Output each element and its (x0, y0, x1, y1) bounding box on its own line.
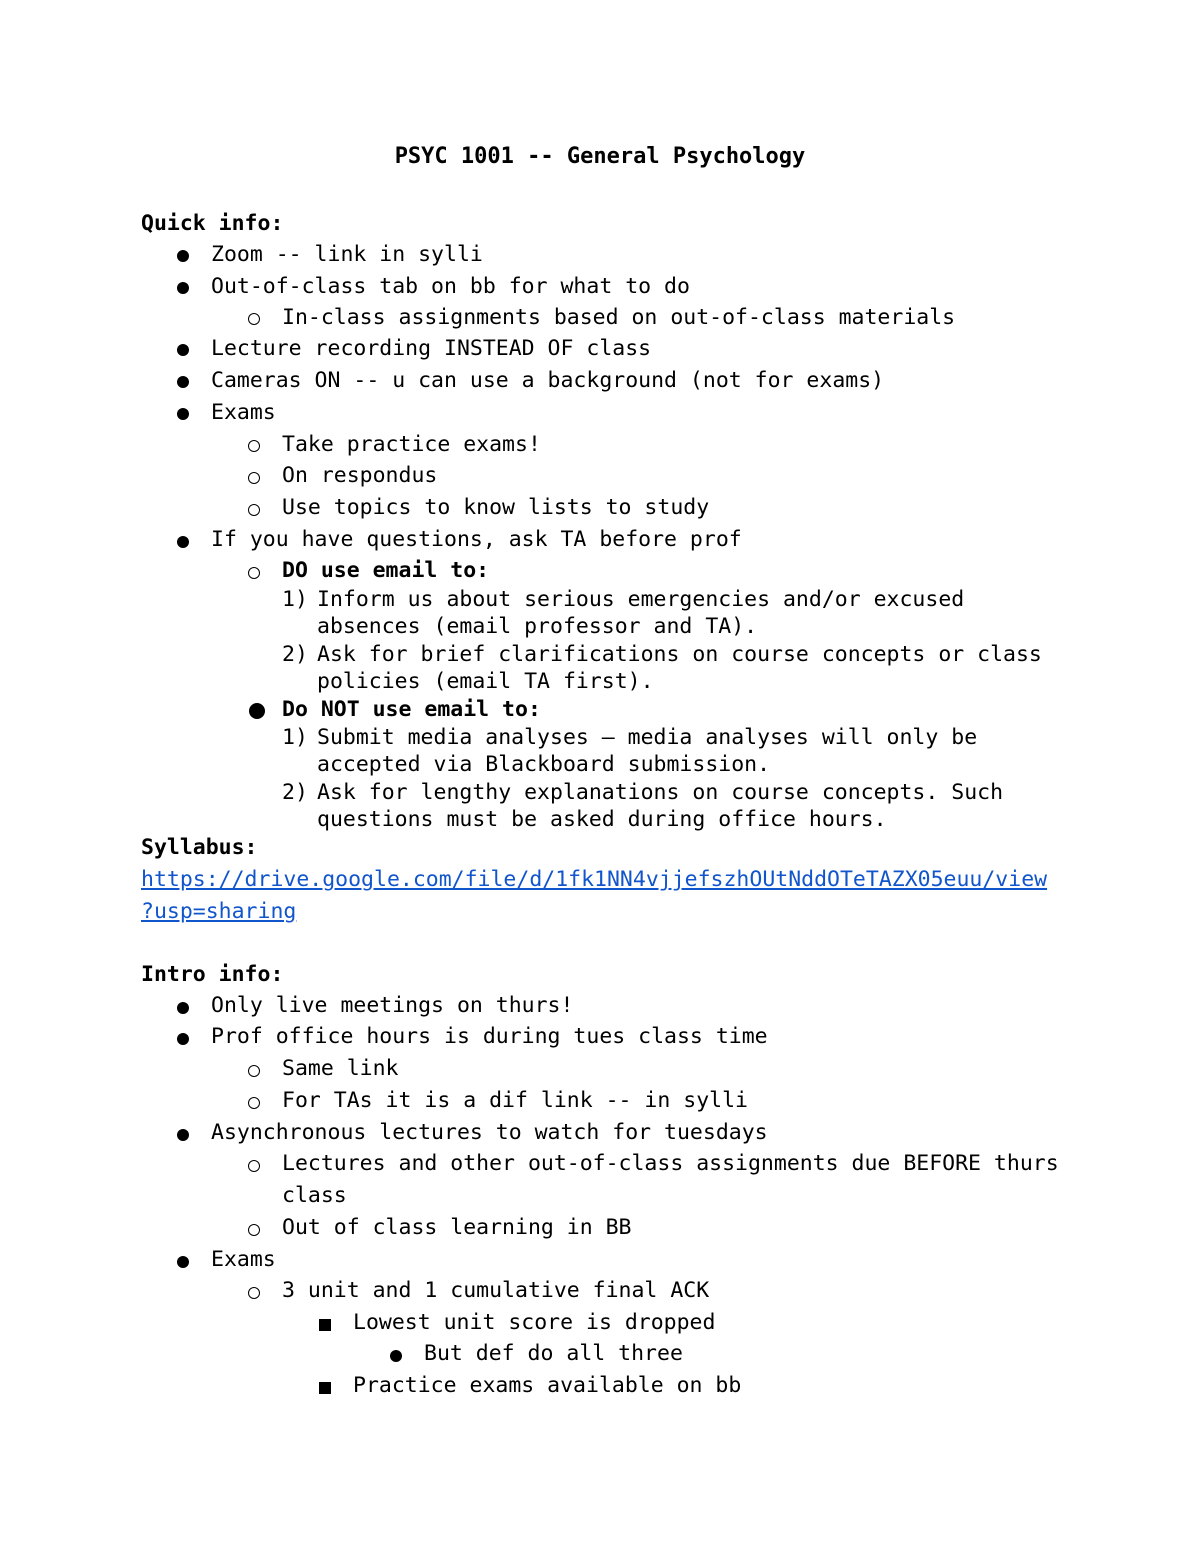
bullet-square-icon (319, 1319, 331, 1331)
bullet-disc-icon (177, 282, 189, 294)
numbered-marker: 2) (282, 780, 308, 805)
bullet-circle-icon (248, 1097, 260, 1109)
list-item: Same link (282, 1056, 399, 1081)
list-item: Practice exams available on bb (353, 1373, 742, 1398)
numbered-item-text: Submit media analyses – media analyses will only be (317, 725, 978, 750)
page-title: PSYC 1001 -- General Psychology (394, 144, 806, 169)
list-item: Use topics to know lists to study (282, 495, 710, 520)
bullet-circle-icon (248, 1224, 260, 1236)
bullet-disc-icon (177, 1256, 189, 1268)
list-item: Prof office hours is during tues class time (211, 1024, 768, 1049)
do-email-label: DO use email to: (282, 558, 490, 583)
numbered-item-text: Ask for lengthy explanations on course concepts. Such (317, 780, 1004, 805)
list-item: For TAs it is a dif link -- in sylli (282, 1088, 748, 1113)
list-item: Out-of-class tab on bb for what to do (211, 274, 690, 299)
numbered-item-text: absences (email professor and TA). (317, 614, 758, 639)
numbered-marker: 2) (282, 642, 308, 667)
bullet-disc-icon (177, 376, 189, 388)
list-item: Lowest unit score is dropped (353, 1310, 716, 1335)
section-heading-syllabus: Syllabus: (141, 835, 258, 860)
numbered-marker: 1) (282, 725, 308, 750)
bullet-disc-icon (177, 1033, 189, 1045)
numbered-marker: 1) (282, 587, 308, 612)
section-heading-quick-info: Quick info: (141, 211, 284, 236)
bullet-disc-icon (177, 344, 189, 356)
list-item: Asynchronous lectures to watch for tuesdays (211, 1120, 768, 1145)
bullet-circle-icon (248, 313, 260, 325)
numbered-item-text: questions must be asked during office hours. (317, 807, 887, 832)
list-item: Take practice exams! (282, 432, 541, 457)
bullet-disc-icon (177, 536, 189, 548)
bullet-disc-icon (177, 408, 189, 420)
list-item: On respondus (282, 463, 438, 488)
numbered-item-text: Inform us about serious emergencies and/or excused (317, 587, 965, 612)
bullet-circle-icon (248, 1065, 260, 1077)
bullet-disc-icon (249, 703, 265, 719)
bullet-circle-icon (248, 472, 260, 484)
section-heading-intro-info: Intro info: (141, 962, 284, 987)
list-item: But def do all three (424, 1341, 683, 1366)
bullet-disc-icon (177, 250, 189, 262)
list-item: Lecture recording INSTEAD OF class (211, 336, 652, 361)
syllabus-link[interactable]: https://drive.google.com/file/d/1fk1NN4vjjefszhOUtNddOTeTAZX05euu/view (141, 867, 1048, 892)
list-item: If you have questions, ask TA before prof (211, 527, 742, 552)
list-item: Out of class learning in BB (282, 1215, 632, 1240)
list-item: Cameras ON -- u can use a background (not for exams) (211, 368, 885, 393)
dont-email-label: Do NOT use email to: (282, 697, 541, 722)
numbered-item-text: accepted via Blackboard submission. (317, 752, 771, 777)
bullet-circle-icon (248, 1287, 260, 1299)
list-item: Exams (211, 400, 276, 425)
numbered-item-text: policies (email TA first). (317, 669, 654, 694)
bullet-circle-icon (248, 504, 260, 516)
bullet-circle-icon (248, 1160, 260, 1172)
list-item: Exams (211, 1247, 276, 1272)
list-item: In-class assignments based on out-of-class materials (282, 305, 956, 330)
bullet-disc-icon (177, 1002, 189, 1014)
numbered-item-text: Ask for brief clarifications on course concepts or class (317, 642, 1042, 667)
bullet-disc-icon (390, 1350, 402, 1362)
list-item-continued: class (282, 1183, 347, 1208)
list-item: 3 unit and 1 cumulative final ACK (282, 1278, 710, 1303)
bullet-square-icon (319, 1382, 331, 1394)
bullet-disc-icon (177, 1129, 189, 1141)
syllabus-link-continued[interactable]: ?usp=sharing (141, 899, 297, 924)
list-item: Zoom -- link in sylli (211, 242, 483, 267)
bullet-circle-icon (248, 440, 260, 452)
list-item: Only live meetings on thurs! (211, 993, 574, 1018)
list-item: Lectures and other out-of-class assignments due BEFORE thurs (282, 1151, 1059, 1176)
bullet-circle-icon (248, 567, 260, 579)
